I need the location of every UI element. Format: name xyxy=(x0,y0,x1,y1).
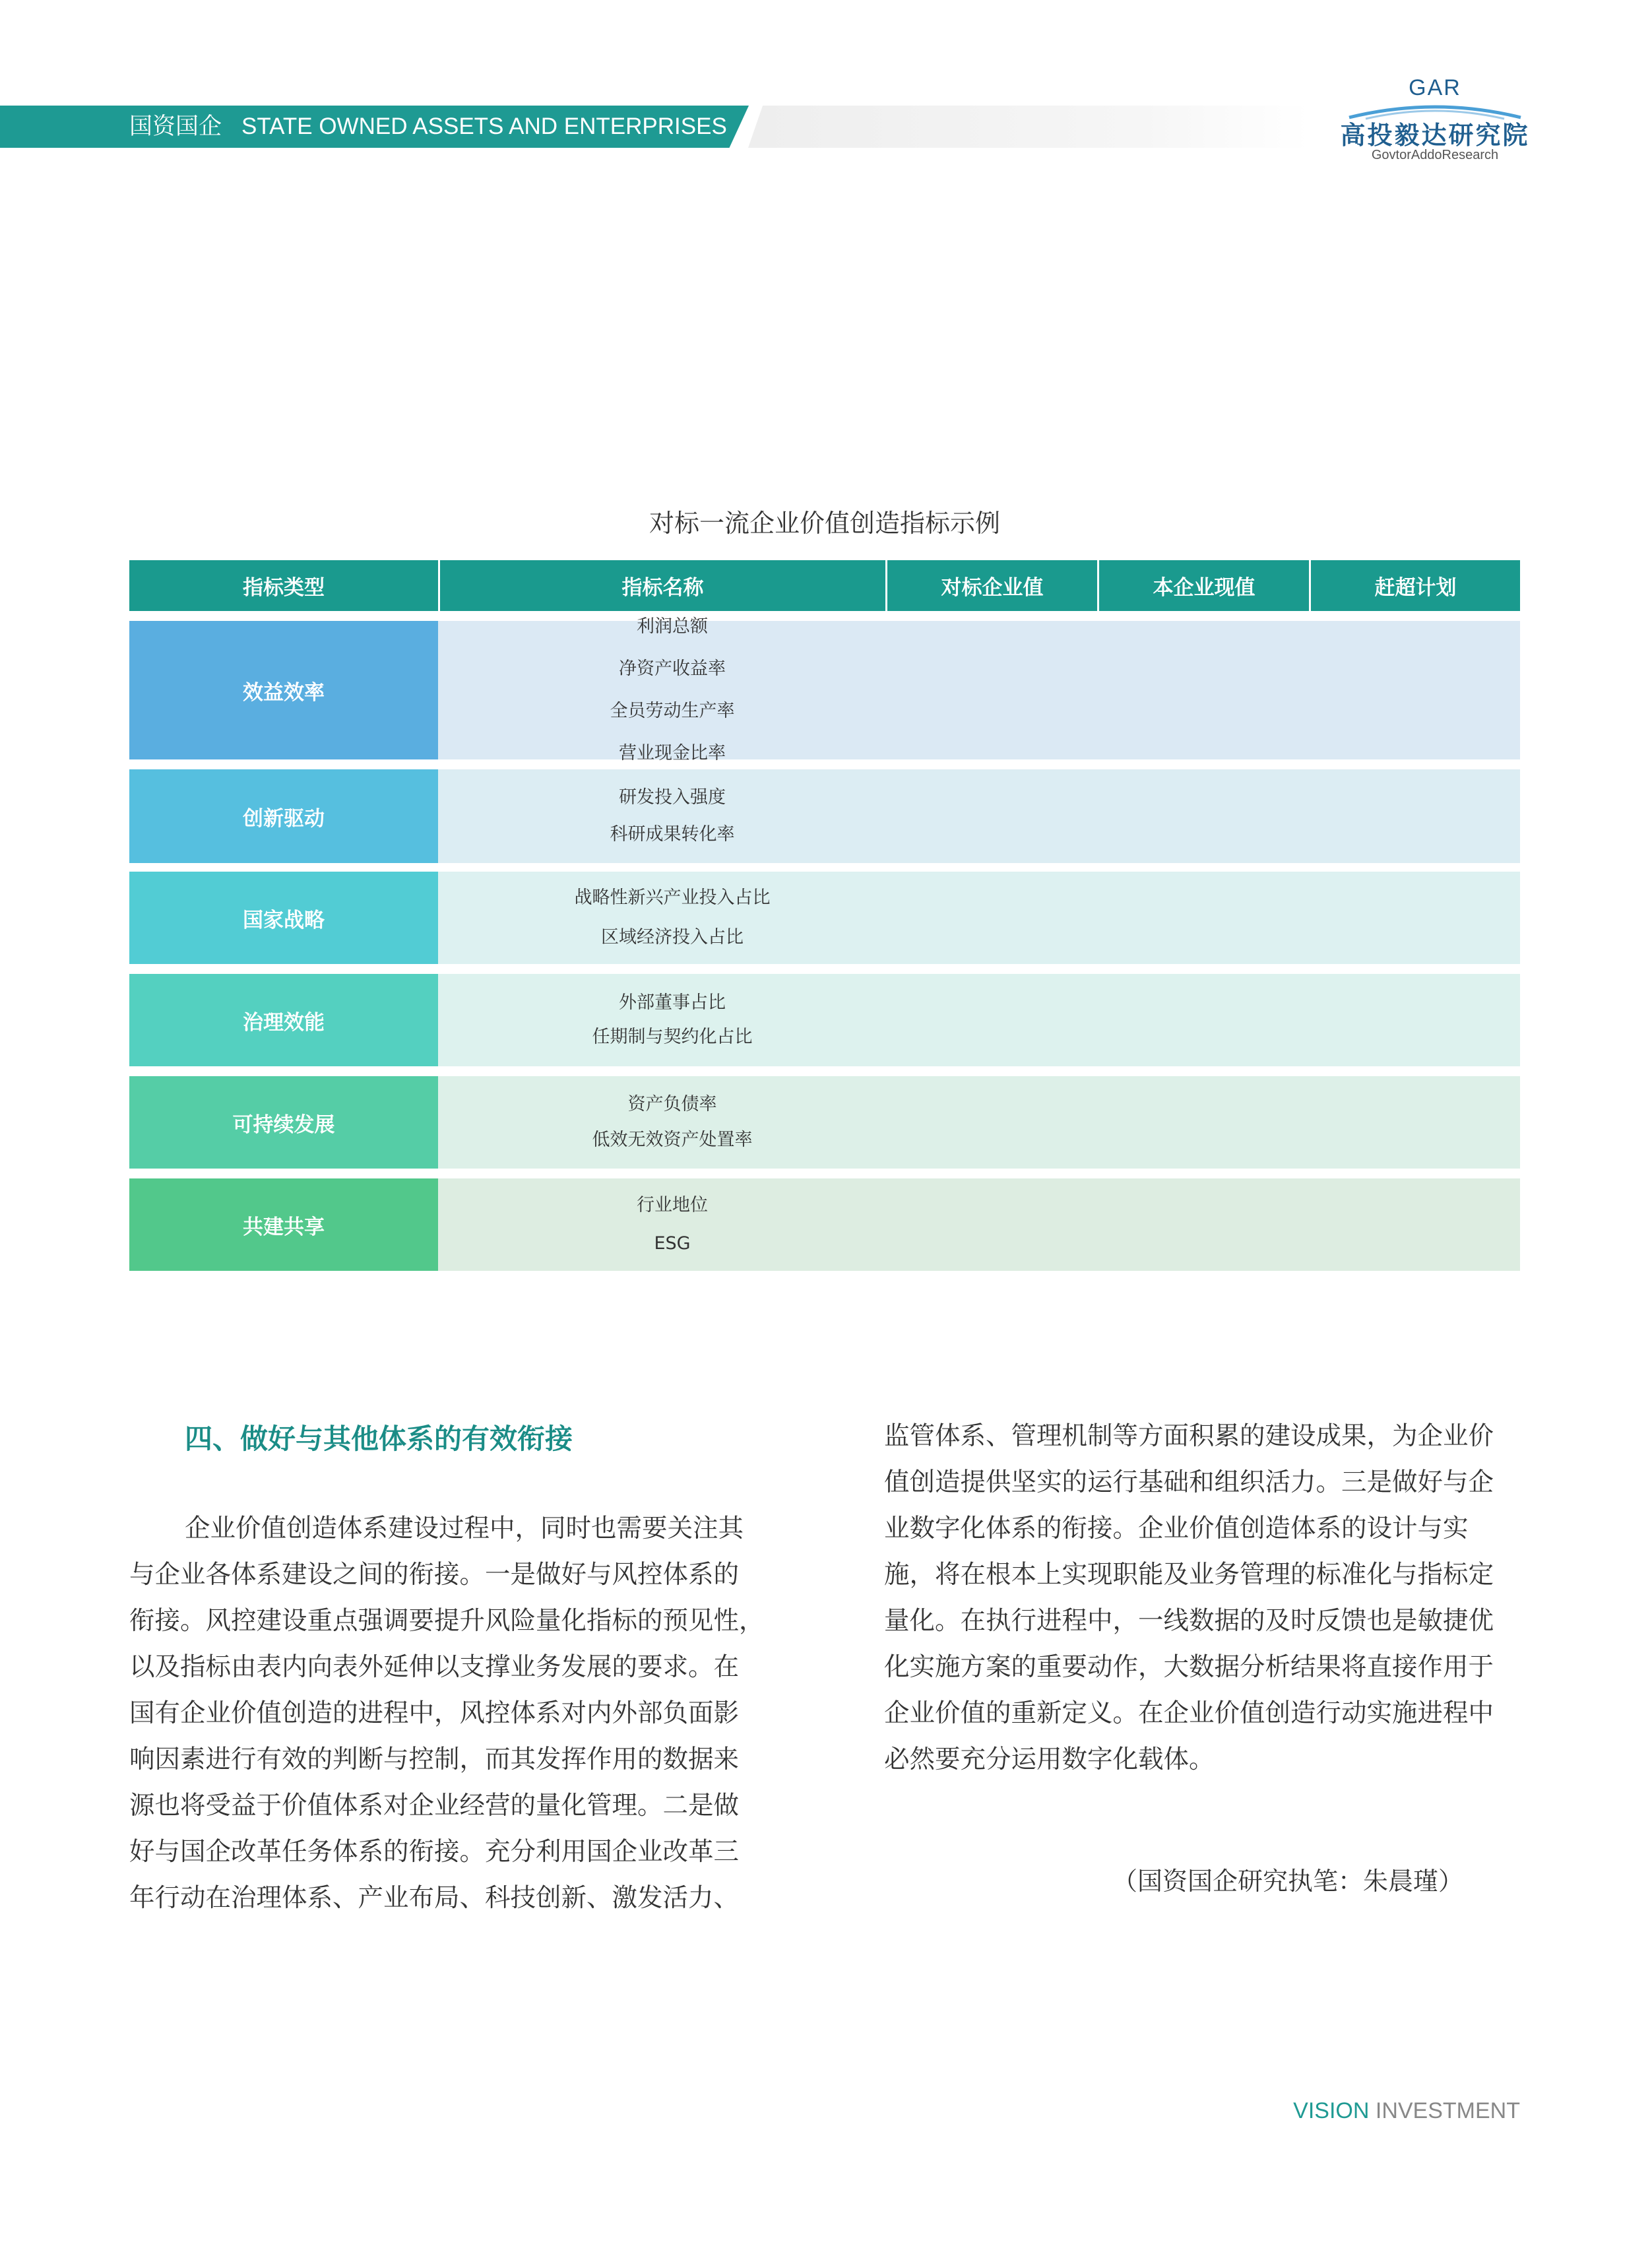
text-line: 企业价值的重新定义。在企业价值创造行动实施进程中 xyxy=(884,1698,1494,1728)
indicator-table xyxy=(129,560,1520,1254)
footer-vision: VISION xyxy=(1293,2098,1370,2123)
body-text-right xyxy=(884,1413,1520,1783)
header-cell-plan: 赶超计划 xyxy=(1309,560,1520,611)
table-row xyxy=(129,872,1520,964)
text-line: 国有企业价值创造的进程中，风控体系对内外部负面影 xyxy=(129,1698,740,1728)
text-line: 以及指标由表内向表外延伸以支撑业务发展的要求。在 xyxy=(129,1652,740,1682)
text-line: 量化。在执行进程中，一线数据的及时反馈也是敏捷优 xyxy=(884,1606,1494,1636)
header-section-en: STATE OWNED ASSETS AND ENTERPRISES xyxy=(241,113,727,139)
body-text-left xyxy=(129,1506,765,1921)
table-row xyxy=(129,1076,1520,1169)
indicator-name: 外部董事占比 xyxy=(619,992,726,1013)
table-header xyxy=(129,560,1520,611)
text-line: 响因素进行有效的判断与控制，而其发挥作用的数据来 xyxy=(129,1745,740,1774)
table-row xyxy=(129,974,1520,1066)
table-row xyxy=(129,1178,1520,1271)
text-line: 施，将在根本上实现职能及业务管理的标准化与指标定 xyxy=(884,1560,1494,1590)
indicator-name: 营业现金比率 xyxy=(619,743,726,763)
header-section-label xyxy=(129,113,747,141)
section-title: 四、做好与其他体系的有效衔接 xyxy=(185,1423,573,1455)
indicator-type-cell: 创新驱动 xyxy=(129,769,438,863)
text-line: 业数字化体系的衔接。企业价值创造体系的设计与实 xyxy=(884,1514,1469,1543)
indicator-name: 净资产收益率 xyxy=(619,659,726,679)
text-line: 值创造提供坚实的运行基础和组织活力。三是做好与企 xyxy=(884,1467,1494,1497)
text-line: 监管体系、管理机制等方面积累的建设成果，为企业价 xyxy=(884,1421,1494,1451)
indicator-name: ESG xyxy=(654,1233,691,1254)
value-cells xyxy=(906,974,1520,1066)
indicator-name: 科研成果转化率 xyxy=(610,824,735,845)
indicator-names-cell xyxy=(438,872,906,964)
value-cells xyxy=(906,872,1520,964)
footer-brand xyxy=(1293,2098,1520,2124)
indicator-name: 低效无效资产处置率 xyxy=(592,1130,753,1150)
text-line: 与企业各体系建设之间的衔接。一是做好与风控体系的 xyxy=(129,1560,740,1590)
value-cells xyxy=(906,1178,1520,1271)
text-line: 源也将受益于价值体系对企业经营的量化管理。二是做 xyxy=(129,1791,740,1820)
header-section-cn: 国资国企 xyxy=(129,113,222,139)
header-cell-benchmark: 对标企业值 xyxy=(885,560,1097,611)
value-cells xyxy=(906,1076,1520,1169)
indicator-name: 全员劳动生产率 xyxy=(610,701,735,721)
value-cells xyxy=(906,769,1520,863)
indicator-type-cell: 国家战略 xyxy=(129,872,438,964)
indicator-type-cell: 治理效能 xyxy=(129,974,438,1066)
text-line: 好与国企改革任务体系的衔接。充分利用国企业改革三 xyxy=(129,1837,740,1867)
indicator-names-cell xyxy=(438,616,906,763)
logo-name-en: GovtorAddoResearch xyxy=(1371,148,1499,162)
indicator-name: 区域经济投入占比 xyxy=(601,927,744,948)
text-line: 衔接。风控建设重点强调要提升风险量化指标的预见性， xyxy=(129,1606,765,1636)
indicator-name: 任期制与契约化占比 xyxy=(592,1027,753,1047)
table-row xyxy=(129,769,1520,863)
header-gray-band xyxy=(748,106,1309,148)
indicator-name: 研发投入强度 xyxy=(619,787,726,808)
indicator-names-cell xyxy=(438,1076,906,1169)
text-line: 企业价值创造体系建设过程中，同时也需要关注其 xyxy=(185,1514,744,1543)
indicator-type-cell: 可持续发展 xyxy=(129,1076,438,1169)
table-row xyxy=(129,616,1520,763)
logo-name-cn: 高投毅达研究院 xyxy=(1340,121,1530,150)
value-cells xyxy=(906,621,1520,759)
indicator-name: 资产负债率 xyxy=(627,1094,717,1114)
logo-abbr: GAR xyxy=(1409,75,1461,100)
indicator-name: 行业地位 xyxy=(637,1195,708,1215)
footer-investment: INVESTMENT xyxy=(1375,2098,1520,2123)
indicator-name: 战略性新兴产业投入占比 xyxy=(574,887,771,908)
indicator-names-cell xyxy=(438,974,906,1066)
header-cell-current: 本企业现值 xyxy=(1097,560,1309,611)
indicator-type-cell: 效益效率 xyxy=(129,621,438,759)
table-title: 对标一流企业价值创造指标示例 xyxy=(649,509,1000,538)
header-cell-name: 指标名称 xyxy=(438,560,885,611)
gar-logo xyxy=(1326,74,1544,166)
text-line: 年行动在治理体系、产业布局、科技创新、激发活力、 xyxy=(129,1883,740,1913)
text-line: 必然要充分运用数字化载体。 xyxy=(884,1745,1215,1774)
author-signature: （国资国企研究执笔：朱晨瑾） xyxy=(1112,1867,1464,1896)
header-cell-type: 指标类型 xyxy=(129,560,438,611)
indicator-name: 利润总额 xyxy=(637,616,708,637)
indicator-type-cell: 共建共享 xyxy=(129,1178,438,1271)
indicator-names-cell xyxy=(438,1178,906,1271)
indicator-names-cell xyxy=(438,769,906,863)
text-line: 化实施方案的重要动作，大数据分析结果将直接作用于 xyxy=(884,1652,1494,1682)
